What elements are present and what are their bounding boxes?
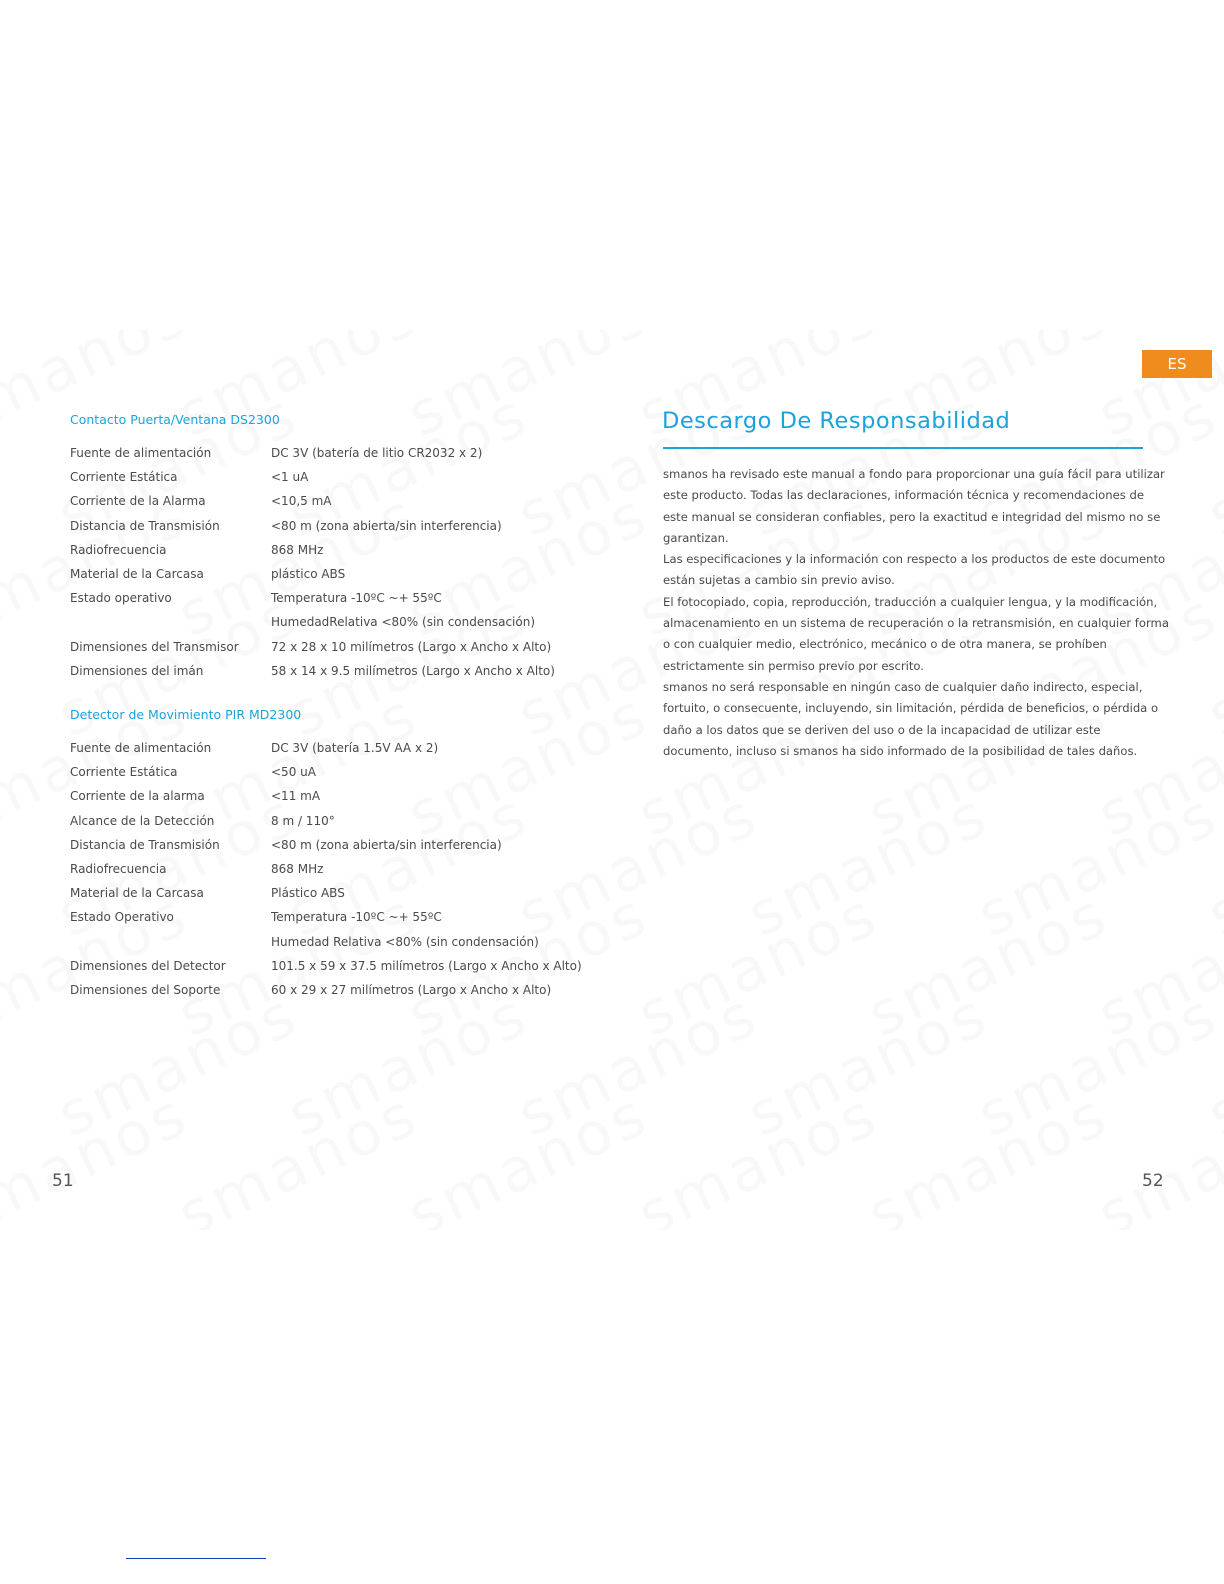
spec-label: Distancia de Transmisión [70,518,220,533]
watermark-text [857,879,1119,1051]
text-line: o con cualquier medio, electrónico, mecánico o de otra manera, se prohíben [663,637,1107,652]
spec-value: Temperatura -10ºC ~+ 55ºC [271,910,442,925]
spec-label: Corriente de la alarma [70,789,205,804]
spec-label: Estado operativo [70,591,172,606]
spec-value: 868 MHz [271,542,324,557]
spec-label: Fuente de alimentación [70,446,212,460]
watermark-text [737,779,999,951]
spec-label: Radiofrecuencia [70,542,167,557]
spec-label: Radiofrecuencia [70,862,167,876]
watermark-text [1197,379,1224,551]
page-number-right: 52 [1142,1171,1164,1191]
spec-label: Estado Operativo [70,910,174,925]
section-title: Contacto Puerta/Ventana DS2300 [70,412,280,427]
spec-value: <80 m (zona abierta/sin interferencia) [271,518,502,533]
watermark-text [397,679,659,851]
spec-label: Material de la Carcasa [70,886,204,901]
spec-label: Distancia de Transmisión [70,837,220,852]
watermark-text [0,330,199,451]
spec-label: Dimensiones del imán [70,663,204,678]
text-line: estrictamente sin permiso previo por escrito. [663,658,924,673]
watermark-text [0,1079,199,1230]
watermark-text [47,979,309,1151]
spec-value: Plástico ABS [271,886,345,901]
text-line: fortuito, o consecuente, incluyendo, sin limitación, pérdida de beneficios, o pérdida o [663,701,1159,716]
watermark-text [1087,1079,1224,1230]
text-line: El fotocopiado, copia, reproducción, traducción a cualquier lengua, y la modificación, [663,594,1158,609]
heading-divider [663,447,1143,449]
watermark-text [1087,330,1224,451]
watermark-text [737,979,999,1151]
spec-value: <50 uA [271,765,316,780]
watermark-text [167,330,429,451]
spec-label: Material de la Carcasa [70,567,204,581]
page-title: Descargo De Responsabilidad [662,408,1011,434]
watermark-text [967,979,1224,1151]
text-line: daño a los datos que se deriven del uso o de la incapacidad de utilizar este [663,722,1101,737]
text-line: este producto. Todas las declaraciones, información técnica y recomendaciones de [663,488,1144,503]
spec-value: Humedad Relativa <80% (sin condensación) [271,934,539,949]
spec-label: Dimensiones del Transmisor [70,639,239,654]
page-number-left: 51 [52,1171,74,1191]
spec-label: Corriente de la Alarma [70,494,206,509]
watermark-text [1197,579,1224,751]
spec-label: Alcance de la Detección [70,813,215,828]
text-line: garantizan. [663,530,729,545]
spec-value: DC 3V (batería de litio CR2032 x 2) [271,446,483,460]
watermark-text [397,330,659,451]
spec-value: <11 mA [271,789,321,804]
text-line: smanos no será responsable en ningún caso de cualquier daño indirecto, especial, [663,679,1143,694]
language-badge: ES [1142,350,1212,378]
watermark-text [167,1079,429,1230]
watermark-text [627,1079,889,1230]
text-line: documento, incluso si smanos ha sido informado de la posibilidad de tales daños. [663,743,1138,758]
spec-value: HumedadRelativa <80% (sin condensación) [271,615,536,630]
watermark-text [967,779,1224,951]
text-line: Las especificaciones y la información con respecto a los productos de este documento [663,552,1166,567]
spec-value: plástico ABS [271,567,346,581]
watermark-text [397,1079,659,1230]
text-line: están sujetas a cambio sin previo aviso. [663,573,895,588]
spec-value: 868 MHz [271,862,324,876]
footer-line [126,1558,266,1559]
spec-value: 8 m / 110° [271,813,335,828]
text-line: smanos ha revisado este manual a fondo para proporcionar una guía fácil para utilizar [663,467,1165,481]
spec-label: Corriente Estática [70,470,178,485]
spec-value: 60 x 29 x 27 milímetros (Largo x Ancho x Alto) [271,983,552,997]
watermark-text [1197,779,1224,951]
watermark-text [277,979,539,1151]
spec-value: 58 x 14 x 9.5 milímetros (Largo x Ancho x Alto) [271,663,555,678]
spec-label: Fuente de alimentación [70,741,212,755]
spec-value: <1 uA [271,470,309,485]
spec-value: <80 m (zona abierta/sin interferencia) [271,837,502,852]
spec-value: DC 3V (batería 1.5V AA x 2) [271,741,439,755]
spec-label: Dimensiones del Soporte [70,983,221,997]
watermark-text [1197,979,1224,1151]
spec-value: Temperatura -10ºC ~+ 55ºC [271,591,442,606]
spec-label: Corriente Estática [70,765,178,780]
spec-label: Dimensiones del Detector [70,958,226,973]
watermark-text [1087,879,1224,1051]
spec-value: <10,5 mA [271,494,332,509]
spec-value: 72 x 28 x 10 milímetros (Largo x Ancho x Alto) [271,639,552,654]
watermark-text [857,1079,1119,1230]
section-title: Detector de Movimiento PIR MD2300 [70,707,302,722]
spec-value: 101.5 x 59 x 37.5 milímetros (Largo x Ancho x Alto) [271,958,582,973]
watermark-text [627,879,889,1051]
text-line: este manual se consideran confiables, pero la exactitud e integridad del mismo no se [663,509,1161,524]
watermark-text [507,779,769,951]
watermark-text [507,979,769,1151]
text-line: almacenamiento en un sistema de recuperación o la retransmisión, en cualquier forma [663,616,1169,631]
disclaimer-text [663,464,1169,762]
